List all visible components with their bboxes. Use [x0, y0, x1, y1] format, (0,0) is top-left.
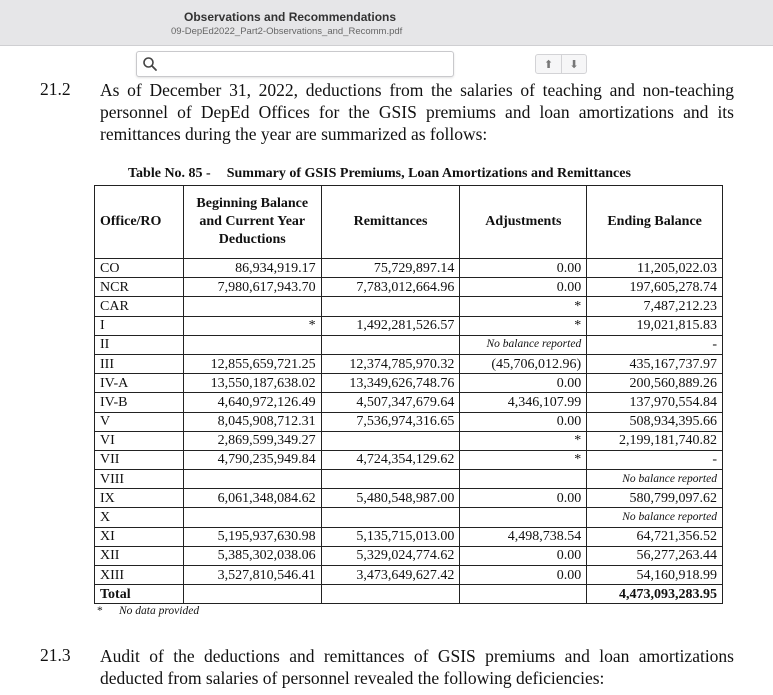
office-cell: CO [95, 259, 184, 278]
table-header-row [95, 186, 723, 259]
value-cell: 4,346,107.99 [460, 393, 587, 412]
value-cell: 12,374,785,970.32 [321, 354, 460, 373]
value-cell: 4,640,972,126.49 [183, 393, 321, 412]
value-cell: 6,061,348,084.62 [183, 489, 321, 508]
table-row [95, 374, 723, 393]
office-cell: IV-B [95, 393, 184, 412]
value-cell [183, 585, 321, 604]
viewer-titlebar [0, 0, 773, 46]
value-cell: 5,329,024,774.62 [321, 546, 460, 565]
find-next-button[interactable] [561, 55, 586, 73]
table-footnote [97, 605, 199, 617]
column-header: Adjustments [460, 186, 587, 259]
value-cell: 75,729,897.14 [321, 259, 460, 278]
column-header: Office/RO [95, 186, 184, 259]
value-cell: (45,706,012.96) [460, 354, 587, 373]
value-cell: 4,724,354,129.62 [321, 450, 460, 469]
find-navigation [535, 54, 587, 74]
office-cell: IV-A [95, 374, 184, 393]
footnote-mark: * [97, 605, 103, 617]
value-cell: 137,970,554.84 [587, 393, 723, 412]
value-cell [321, 585, 460, 604]
arrow-up-icon: ⬆ [543, 57, 554, 71]
table-row [95, 546, 723, 565]
value-cell [183, 508, 321, 527]
value-cell: 435,167,737.97 [587, 354, 723, 373]
table-row [95, 335, 723, 354]
value-cell: 86,934,919.17 [183, 259, 321, 278]
value-cell [321, 470, 460, 489]
section-text: Audit of the deductions and remittances of GSIS premiums and loan amortizations deducted from salaries of personnel revealed the following deficiencies: [100, 646, 734, 688]
value-cell: 4,790,235,949.84 [183, 450, 321, 469]
arrow-down-icon: ⬇ [569, 57, 579, 71]
office-cell: I [95, 316, 184, 335]
value-cell: 7,536,974,316.65 [321, 412, 460, 431]
value-cell: 4,498,738.54 [460, 527, 587, 546]
table-row [95, 412, 723, 431]
document-filename: 09-DepEd2022_Part2-Observations_and_Recomm.pdf [171, 26, 403, 37]
table-row [95, 489, 723, 508]
value-cell: 13,550,187,638.02 [183, 374, 321, 393]
value-cell: 4,507,347,679.64 [321, 393, 460, 412]
office-cell: X [95, 508, 184, 527]
value-cell: - [587, 450, 723, 469]
value-cell: 5,385,302,038.06 [183, 546, 321, 565]
value-cell: 56,277,263.44 [587, 546, 723, 565]
value-cell [321, 335, 460, 354]
value-cell: * [183, 316, 321, 335]
gsis-summary-table [94, 185, 723, 604]
section-number: 21.3 [40, 645, 71, 665]
value-cell: 4,473,093,283.95 [587, 585, 723, 604]
value-cell: 5,195,937,630.98 [183, 527, 321, 546]
office-cell: II [95, 335, 184, 354]
total-row [95, 585, 723, 604]
table-caption [128, 166, 631, 182]
office-cell: VIII [95, 470, 184, 489]
value-cell: 508,934,395.66 [587, 412, 723, 431]
table-row [95, 470, 723, 489]
value-cell: 580,799,097.62 [587, 489, 723, 508]
office-cell: NCR [95, 278, 184, 297]
table-row [95, 316, 723, 335]
value-cell: 0.00 [460, 566, 587, 585]
value-cell [321, 508, 460, 527]
column-header: Beginning Balance and Current Year Deductions [183, 186, 321, 259]
value-cell: 64,721,356.52 [587, 527, 723, 546]
value-cell: No balance reported [587, 470, 723, 489]
value-cell [183, 297, 321, 316]
document-title: Observations and Recommendations [184, 10, 397, 24]
value-cell [183, 470, 321, 489]
table-row [95, 431, 723, 450]
value-cell: * [460, 316, 587, 335]
value-cell: 5,480,548,987.00 [321, 489, 460, 508]
value-cell: 2,869,599,349.27 [183, 431, 321, 450]
table-title: Summary of GSIS Premiums, Loan Amortizations and Remittances [226, 166, 631, 181]
value-cell: * [460, 297, 587, 316]
office-cell: V [95, 412, 184, 431]
value-cell: 200,560,889.26 [587, 374, 723, 393]
value-cell: 7,783,012,664.96 [321, 278, 460, 297]
office-cell: VII [95, 450, 184, 469]
value-cell: 13,349,626,748.76 [321, 374, 460, 393]
office-cell: Total [95, 585, 184, 604]
value-cell: 0.00 [460, 489, 587, 508]
value-cell: 11,205,022.03 [587, 259, 723, 278]
table-row [95, 354, 723, 373]
value-cell: 7,487,212.23 [587, 297, 723, 316]
value-cell: 12,855,659,721.25 [183, 354, 321, 373]
office-cell: XI [95, 527, 184, 546]
value-cell: 197,605,278.74 [587, 278, 723, 297]
value-cell: 5,135,715,013.00 [321, 527, 460, 546]
table-row [95, 566, 723, 585]
value-cell [460, 470, 587, 489]
value-cell: 3,473,649,627.42 [321, 566, 460, 585]
find-bar [136, 51, 579, 77]
search-icon [142, 56, 158, 72]
value-cell: 3,527,810,546.41 [183, 566, 321, 585]
value-cell [321, 431, 460, 450]
office-cell: CAR [95, 297, 184, 316]
value-cell: 0.00 [460, 546, 587, 565]
footnote-text: No data provided [119, 605, 200, 617]
column-header: Remittances [321, 186, 460, 259]
column-header: Ending Balance [587, 186, 723, 259]
table-row [95, 508, 723, 527]
office-cell: XII [95, 546, 184, 565]
value-cell [460, 508, 587, 527]
value-cell: 0.00 [460, 278, 587, 297]
search-input[interactable] [161, 54, 401, 74]
value-cell: 2,199,181,740.82 [587, 431, 723, 450]
table-number: Table No. 85 - [128, 166, 211, 181]
office-cell: III [95, 354, 184, 373]
value-cell: * [460, 431, 587, 450]
value-cell: No balance reported [460, 335, 587, 354]
value-cell: - [587, 335, 723, 354]
value-cell: No balance reported [587, 508, 723, 527]
office-cell: IX [95, 489, 184, 508]
value-cell: 54,160,918.99 [587, 566, 723, 585]
office-cell: VI [95, 431, 184, 450]
office-cell: XIII [95, 566, 184, 585]
table-row [95, 278, 723, 297]
value-cell: 8,045,908,712.31 [183, 412, 321, 431]
value-cell: 0.00 [460, 374, 587, 393]
table-row [95, 450, 723, 469]
value-cell [321, 297, 460, 316]
value-cell: 7,980,617,943.70 [183, 278, 321, 297]
value-cell [460, 585, 587, 604]
table-row [95, 527, 723, 546]
value-cell: 0.00 [460, 412, 587, 431]
section-text: As of December 31, 2022, deductions from the salaries of teaching and non-teaching personnel of DepEd Offices for the GSIS premiums and loan amortizations and its remittances during the year are summarized as follows: [100, 80, 734, 144]
find-previous-button[interactable] [536, 55, 561, 73]
value-cell: * [460, 450, 587, 469]
value-cell: 0.00 [460, 259, 587, 278]
table-row [95, 393, 723, 412]
table-row [95, 259, 723, 278]
section-number: 21.2 [40, 79, 71, 99]
value-cell: 19,021,815.83 [587, 316, 723, 335]
value-cell: 1,492,281,526.57 [321, 316, 460, 335]
value-cell [183, 335, 321, 354]
table-row [95, 297, 723, 316]
